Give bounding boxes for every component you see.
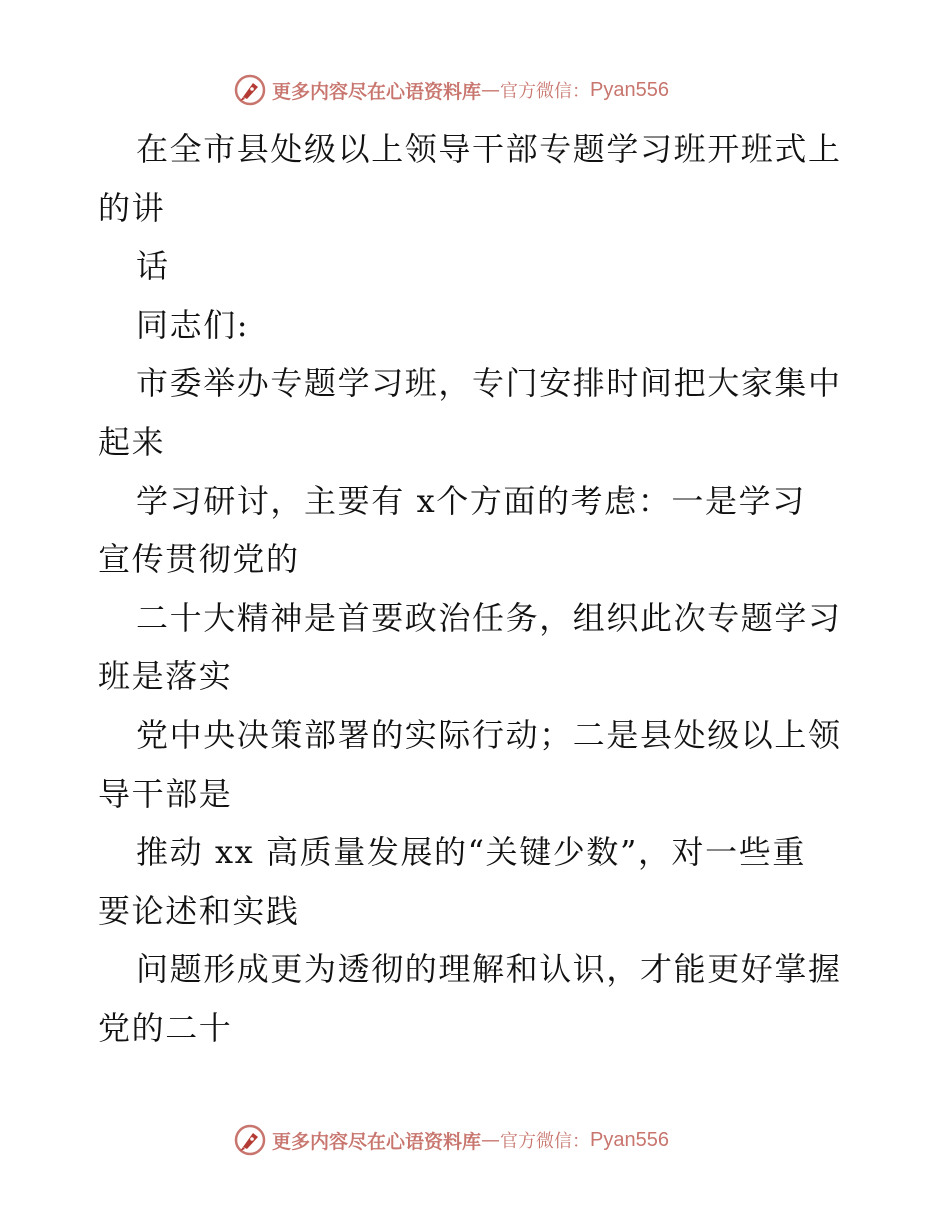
footer-wechat-id: Pyan556 (590, 1128, 669, 1151)
text-line: 在全市县处级以上领导干部专题学习班开班式上 (136, 130, 842, 168)
header-dash: — (481, 79, 501, 101)
text-line: 起来 (98, 422, 166, 461)
document-body (98, 120, 858, 1058)
pen-nib-seal-icon (234, 74, 266, 106)
text-line: 同志们: (136, 305, 250, 344)
header-library-text: 更多内容尽在心语资料库 (272, 80, 482, 103)
text-line: 班是落实 (98, 657, 233, 696)
pen-nib-seal-icon (234, 1124, 266, 1156)
text-line: 宣传贯彻党的 (98, 540, 300, 579)
header-banner (234, 72, 669, 108)
footer-wechat-label: 官方微信： (500, 1131, 591, 1152)
text-line: 的讲 (98, 188, 166, 227)
text-line: 党的二十 (98, 1008, 233, 1047)
text-line: 要论述和实践 (98, 891, 300, 930)
footer-library-text: 更多内容尽在心语资料库 (272, 1130, 482, 1153)
header-wechat-id: Pyan556 (590, 78, 669, 101)
text-line: 市委举办专题学习班，专门安排时间把大家集中 (136, 364, 842, 403)
text-line: 党中央决策部署的实际行动；二是县处级以上领 (136, 715, 842, 754)
text-line: 话 (136, 247, 170, 286)
header-wechat-label: 官方微信： (500, 81, 591, 102)
text-line: 推动 xx 高质量发展的“关键少数”，对一些重 (136, 833, 806, 872)
text-line: 二十大精神是首要政治任务，组织此次专题学习 (136, 598, 842, 637)
text-line: 问题形成更为透彻的理解和认识，才能更好掌握 (136, 950, 842, 989)
footer-banner (234, 1122, 669, 1158)
text-line: 学习研讨，主要有 x个方面的考虑：一是学习 (136, 481, 806, 520)
text-line: 导干部是 (98, 774, 233, 813)
footer-dash: — (481, 1129, 501, 1151)
